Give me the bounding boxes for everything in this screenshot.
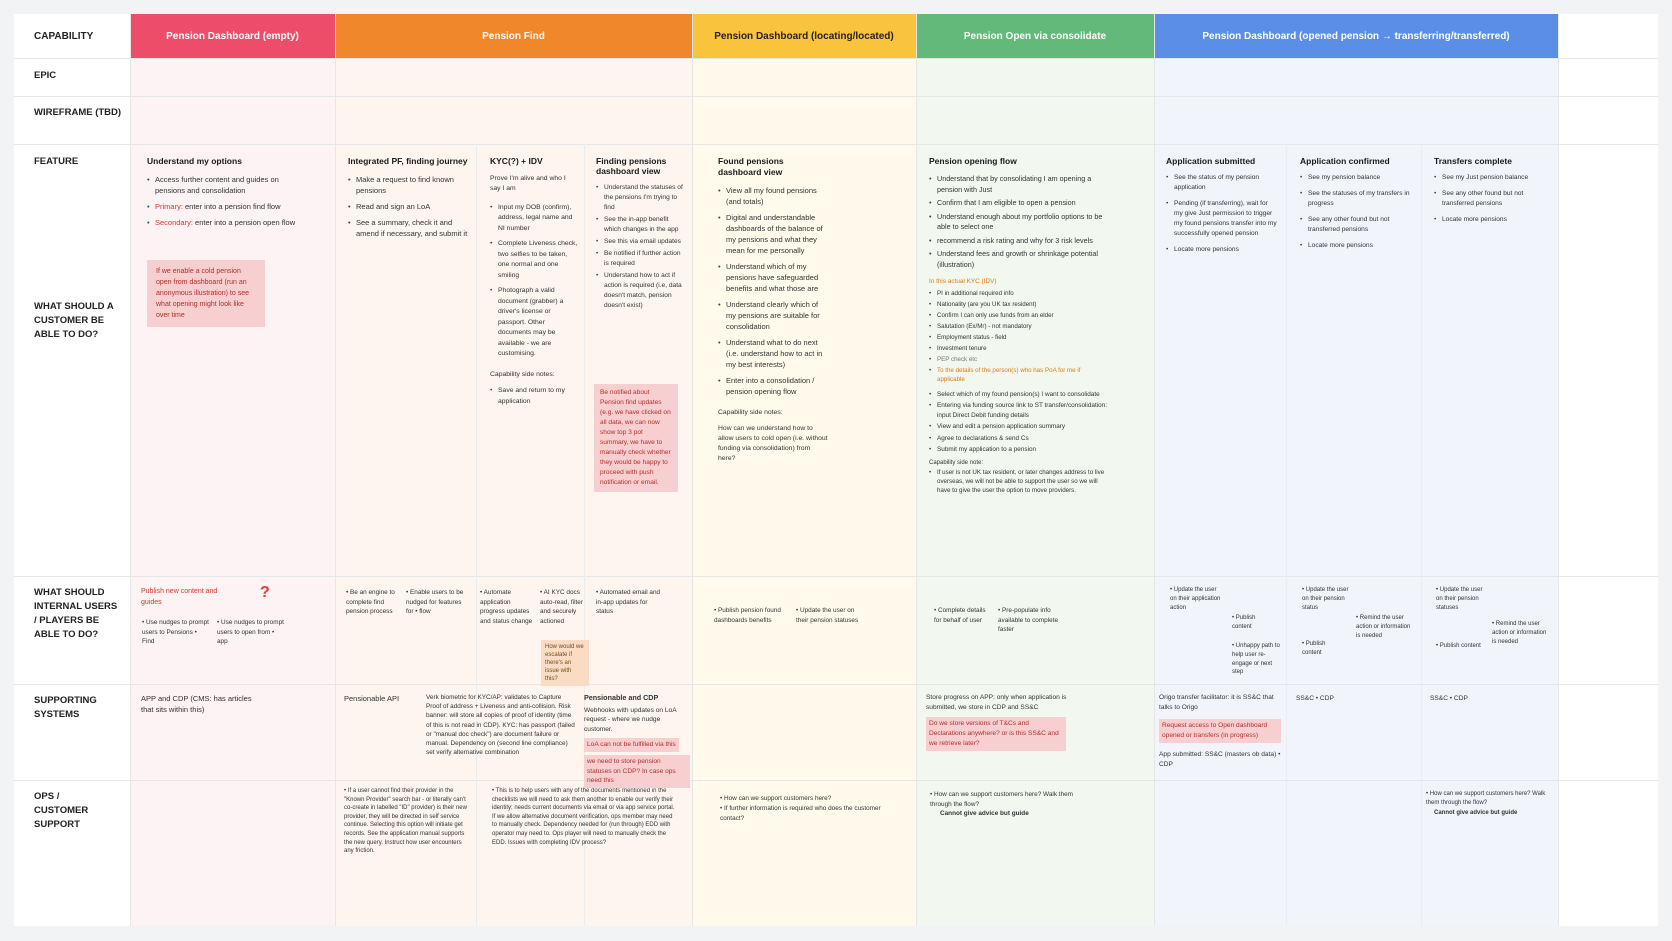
ops-no-advice: Cannot give advice but guide [1434,810,1518,816]
row-label-feature: FEATURE [34,156,79,167]
customer-action: • Understand that by consolidating I am opening a pension with Just [929,174,1109,195]
customer-action: • View and edit a pension application summary [929,422,1109,431]
internal-complete-details: • Complete details for behalf of user [934,606,990,625]
side-notes-label: Capability side notes: [718,409,783,416]
customer-action: • Understand clearly which of my pensions are suitable for consolidation [718,299,828,332]
customer-action: • Select which of my found pension(s) I want to consolidate [929,390,1109,399]
ops-no-advice: Cannot give advice but guide [940,810,1029,817]
kyc-item: • Confirm I can only use funds from an elder [929,311,1109,320]
feature-application-confirmed [1300,156,1416,253]
systems-text: Origo transfer facilitator: it is SS&C that talks to Origo [1159,694,1274,711]
feature-title: Finding pensions dashboard view [596,156,667,176]
internal-nudge-features: • Enable users to be nudged for features for • flow [406,588,468,617]
customer-action: • Pending (if transferring), wait for my give Just permission to trigger my found pensions transfer into my successfully opened pension [1166,199,1278,239]
feature-transfers-complete [1434,156,1552,227]
customer-action: • Submit my application to a pension [929,445,1109,454]
internal-remind-user: • Remind the user action or information is needed [1356,614,1412,640]
customer-action: • Understand what to do next (i.e. understand how to act in my best interests) [718,337,828,370]
kyc-section-title: In this actual KYC (IDV) [929,278,997,285]
col-divider [916,14,917,926]
feature-title: Understand my options [147,156,242,166]
customer-action: • Agree to declarations & send Cs [929,434,1109,443]
side-note: • Save and return to my application [490,386,578,407]
ops-document-help: • This is to help users with any of the documents mentioned in the checklists we will need to ask them another to enable our verify their identity; needs current documents via email or via app service portal. If we allow alternative document verification, ops member may need to manually check. Dependency needed for (run through) EDD with operator may need to. Ops player will need to manually check the EDD. Issues with completing IDV process? [492,787,678,847]
customer-action: • Be notified if further action is required [596,249,686,269]
customer-action: • Access further content and guides on pensions and consolidation [147,174,307,196]
internal-publish-found: • Publish pension found dashboards benefits [714,606,786,625]
customer-action [147,201,307,212]
service-blueprint-board [14,14,1658,926]
internal-publish-content: Publish new content and guides [141,588,218,606]
systems-verk-biometric: Verk biometric for KYC/AP: validates to Capture Proof of address + Liveness and anti-collision. Risk banner: will store all copies of proof of identity (time of this is not read in CDP). KYC: has passport (failed or "manual doc check") are document failure or manual. Dependency on (second line compliance) set verify alternative combination [426,694,575,757]
feature-understand-options [147,156,307,233]
col-divider [1558,14,1559,926]
internal-find-engine: • Be an engine to complete find pension process [346,588,402,617]
internal-publish-content: • Publish content [1302,640,1346,658]
customer-action: • View all my found pensions (and totals) [718,185,828,207]
capability-header-1: Pension Dashboard (empty) [130,14,335,58]
customer-action: • Photograph a valid document (grabber) a driver's license or passport. Other documents may be available - we are customising. [490,286,578,360]
ops-walk-through: • How can we support customers here? Walk them through the flow? [1426,790,1550,808]
customer-action: • See any other found but not transferred pensions [1434,189,1552,209]
capability-header-4: Pension Open via consolidate [916,14,1154,58]
systems-origo [1159,693,1281,770]
customer-action: • See my pension balance [1300,173,1416,183]
systems-webhooks: Webhooks with updates on LoA request - where we nudge customer. [584,706,677,733]
capability-header-5: Pension Dashboard (opened pension → transferring/transferred) [1154,14,1558,58]
feature-found-dashboard [718,156,828,464]
kyc-item: • Employment status - field [929,333,1109,342]
customer-action: • See the status of my pension application [1166,173,1278,193]
feature-integrated-pf [348,156,470,244]
internal-nudge-find: • Use nudges to prompt users to Pensions • Find [142,618,210,647]
row-divider [14,96,1658,97]
kyc-item: • Investment tenure [929,344,1109,353]
internal-update-statuses: • Update the user on their pension statuses [1436,586,1484,612]
internal-unhappy-path: • Unhappy path to help user re-engage or next step [1232,642,1280,677]
internal-publish-content: • Publish content [1436,642,1484,651]
customer-action: • Locate more pensions [1300,241,1416,251]
capability-header-2: Pension Find [335,14,692,58]
customer-action: • Complete Liveness check, two selfies to be taken, one normal and one smiling [490,239,578,281]
secondary-text: enter into a pension open flow [192,218,296,227]
col-divider [692,14,693,926]
kyc-item: • Salutation (Ex/Mr) - not mandatory [929,322,1109,331]
systems-title: Pensionable and CDP [584,693,659,702]
customer-action: • See any other found but not transferred pensions [1300,215,1416,235]
ops-walk-through: • How can we support customers here? Walk them through the flow? [930,790,1080,809]
feature-title: Application submitted [1166,156,1256,166]
customer-action: • See my Just pension balance [1434,173,1552,183]
row-label-wireframe: WIREFRAME (TBD) [34,107,122,118]
row-label-internal: WHAT SHOULD INTERNAL USERS / PLAYERS BE ABLE TO DO? [34,587,118,640]
systems-text: App submitted: SS&C (masters ob data) • CDP [1159,751,1281,768]
feature-application-submitted [1166,156,1278,257]
side-notes-label: Capability side notes: [490,370,555,378]
systems-ssc-cdp: SS&C • CDP [1430,695,1468,702]
internal-ai-kyc: • AI KYC docs auto-read, filter and securely actioned [540,588,588,626]
internal-automated-email: • Automated email and in-app updates for status [596,588,666,617]
row-divider [14,780,1658,781]
col-divider [130,14,131,926]
customer-action: • recommend a risk rating and why for 3 risk levels [929,236,1109,247]
question-mark-icon: ? [260,584,270,601]
systems-store-progress [926,693,1076,754]
feature-title: Application confirmed [1300,156,1390,166]
row-label-epic: EPIC [34,70,57,81]
side-note: How can we understand how to allow users to cold open (i.e. without funding via consolidation) from here? [718,425,828,462]
row-label-systems: SUPPORTING SYSTEMS [34,695,97,720]
customer-action: • Entering via funding source link to ST transfer/consolidation: input Direct Debit funding details [929,401,1109,420]
feature-title: KYC(?) + IDV [490,156,543,166]
row-divider [14,684,1658,685]
kyc-item: • Nationality (are you UK tax resident) [929,300,1109,309]
systems-pensionable-cdp [584,693,690,791]
internal-prepopulate: • Pre-populate info available to complete faster [998,606,1060,635]
internal-update-application: • Update the user on their application action [1170,586,1222,612]
row-label-ops: OPS / CUSTOMER SUPPORT [34,791,89,830]
customer-action: • Digital and understandable dashboards of the balance of my pensions and what they mean for me personally [718,212,828,256]
side-note: • If user is not UK tax resident, or later changes address to live overseas, we will not be able to support the user so we will have to give the user the option to move providers. [929,469,1109,495]
kyc-intro: Prove I'm alive and who I say I am [490,174,566,192]
sub-col-divider [1421,144,1422,926]
row-label-customer: WHAT SHOULD A CUSTOMER BE ABLE TO DO? [34,301,114,340]
systems-highlight: Request access to Open dashboard opened or transfers (in progress) [1159,719,1281,743]
sticky-note-find-updates: Be notified about Pension find updates (e.g. we have clicked on all data, we can now show top 3 pot summary, we have to manually check whether they would be happy to proceed with push notification or email. [594,384,678,492]
sticky-note-cold-open: If we enable a cold pension open from dashboard (run an anonymous illustration) to see what opening might look like over time [147,260,265,327]
internal-remind-user: • Remind the user action or information is needed [1492,620,1550,646]
customer-action: • Understand fees and growth or shrinkage potential (illustration) [929,249,1109,270]
customer-action: • See a summary, check it and amend if necessary, and submit it [348,217,470,239]
primary-text: enter into a pension find flow [182,202,281,211]
kyc-item: • PI in additional required info [929,289,1109,298]
internal-publish-content: • Publish content [1232,614,1276,632]
customer-action: • Understand the statuses of the pensions I'm trying to find [596,183,686,213]
customer-action: • Make a request to find known pensions [348,174,470,196]
ops-provider-not-found: • If a user cannot find their provider in the "Known Provider" search bar - or literally can't co-create in labelled "ID" provider) is their new provider, they will be directed in self service continue. Selecting this option will initiate get records. See the application manual supports the new query. Instruct how user encounters any friction. [344,787,470,856]
feature-kyc-idv [490,156,578,412]
systems-pensionable-api: Pensionable API [344,694,400,703]
systems-ssc-cdp: SS&C • CDP [1296,695,1334,702]
col-divider [1154,14,1155,926]
kyc-item: • To the details of the person(s) who has PoA for me if applicable [929,366,1109,384]
row-divider [14,58,1658,59]
systems-highlight: LoA can not be fulfilled via this [584,738,679,752]
systems-highlight: Do we store versions of T&Cs and Declarations anywhere? or is this SS&C and we retrieve later? [926,717,1066,751]
row-divider [14,144,1658,145]
feature-pension-opening [929,156,1109,498]
internal-nudge-open: • Use nudges to prompt users to open from • app [217,618,285,647]
customer-action: • Understand which of my pensions have safeguarded benefits and what those are [718,261,828,294]
internal-update-status: • Update the user on their pension status [1302,586,1350,612]
ops-further-info: • If further information is required who does the customer contact? [720,804,890,823]
customer-action: • See the in-app benefit which changes in the app [596,215,686,235]
feature-title: Found pensions dashboard view [718,156,784,177]
customer-action: • See this via email updates [596,237,686,247]
capability-header-label: CAPABILITY [34,30,94,42]
feature-finding-dashboard [596,156,686,313]
customer-action: • Input my DOB (confirm), address, legal name and NI number [490,203,578,235]
customer-action: • Understand how to act if action is required (i.e, data doesn't match, pension doesn't exist) [596,271,686,311]
secondary-label: Secondary: [155,218,193,227]
customer-action [147,217,307,228]
customer-action: • Confirm that I am eligible to open a pension [929,198,1109,209]
systems-app-cdp: APP and CDP (CMS: has articles that sits within this) [141,694,252,714]
customer-action: • Understand enough about my portfolio options to be able to select one [929,212,1109,233]
customer-action: • See the statuses of my transfers in progress [1300,189,1416,209]
customer-action: • Locate more pensions [1166,245,1278,255]
col-divider [335,14,336,926]
customer-action: • Read and sign an LoA [348,201,470,212]
feature-title: Transfers complete [1434,156,1512,166]
kyc-item: • PEP check etc [929,355,1109,364]
feature-title: Pension opening flow [929,156,1017,166]
internal-automate-progress: • Automate application progress updates and status change [480,588,534,626]
internal-update-statuses: • Update the user on their pension statuses [796,606,868,625]
sub-col-divider [476,144,477,926]
feature-title: Integrated PF, finding journey [348,156,468,166]
systems-highlight: we need to store pension statuses on CDP? In case ops need this [584,755,690,788]
row-divider [14,576,1658,577]
ops-support-here: • How can we support customers here? [720,794,890,804]
primary-label: Primary: [155,202,183,211]
capability-header-3: Pension Dashboard (locating/located) [692,14,916,58]
sub-col-divider [1286,144,1287,926]
sticky-note-escalate: How would we escalate if there's an issue with this? [541,640,589,686]
side-notes-label: Capability side note: [929,460,984,467]
systems-text: Store progress on APP: only when application is submitted, we store in CDP and SS&C [926,694,1067,711]
customer-action: • Locate more pensions [1434,215,1552,225]
customer-action: • Enter into a consolidation / pension opening flow [718,375,828,397]
